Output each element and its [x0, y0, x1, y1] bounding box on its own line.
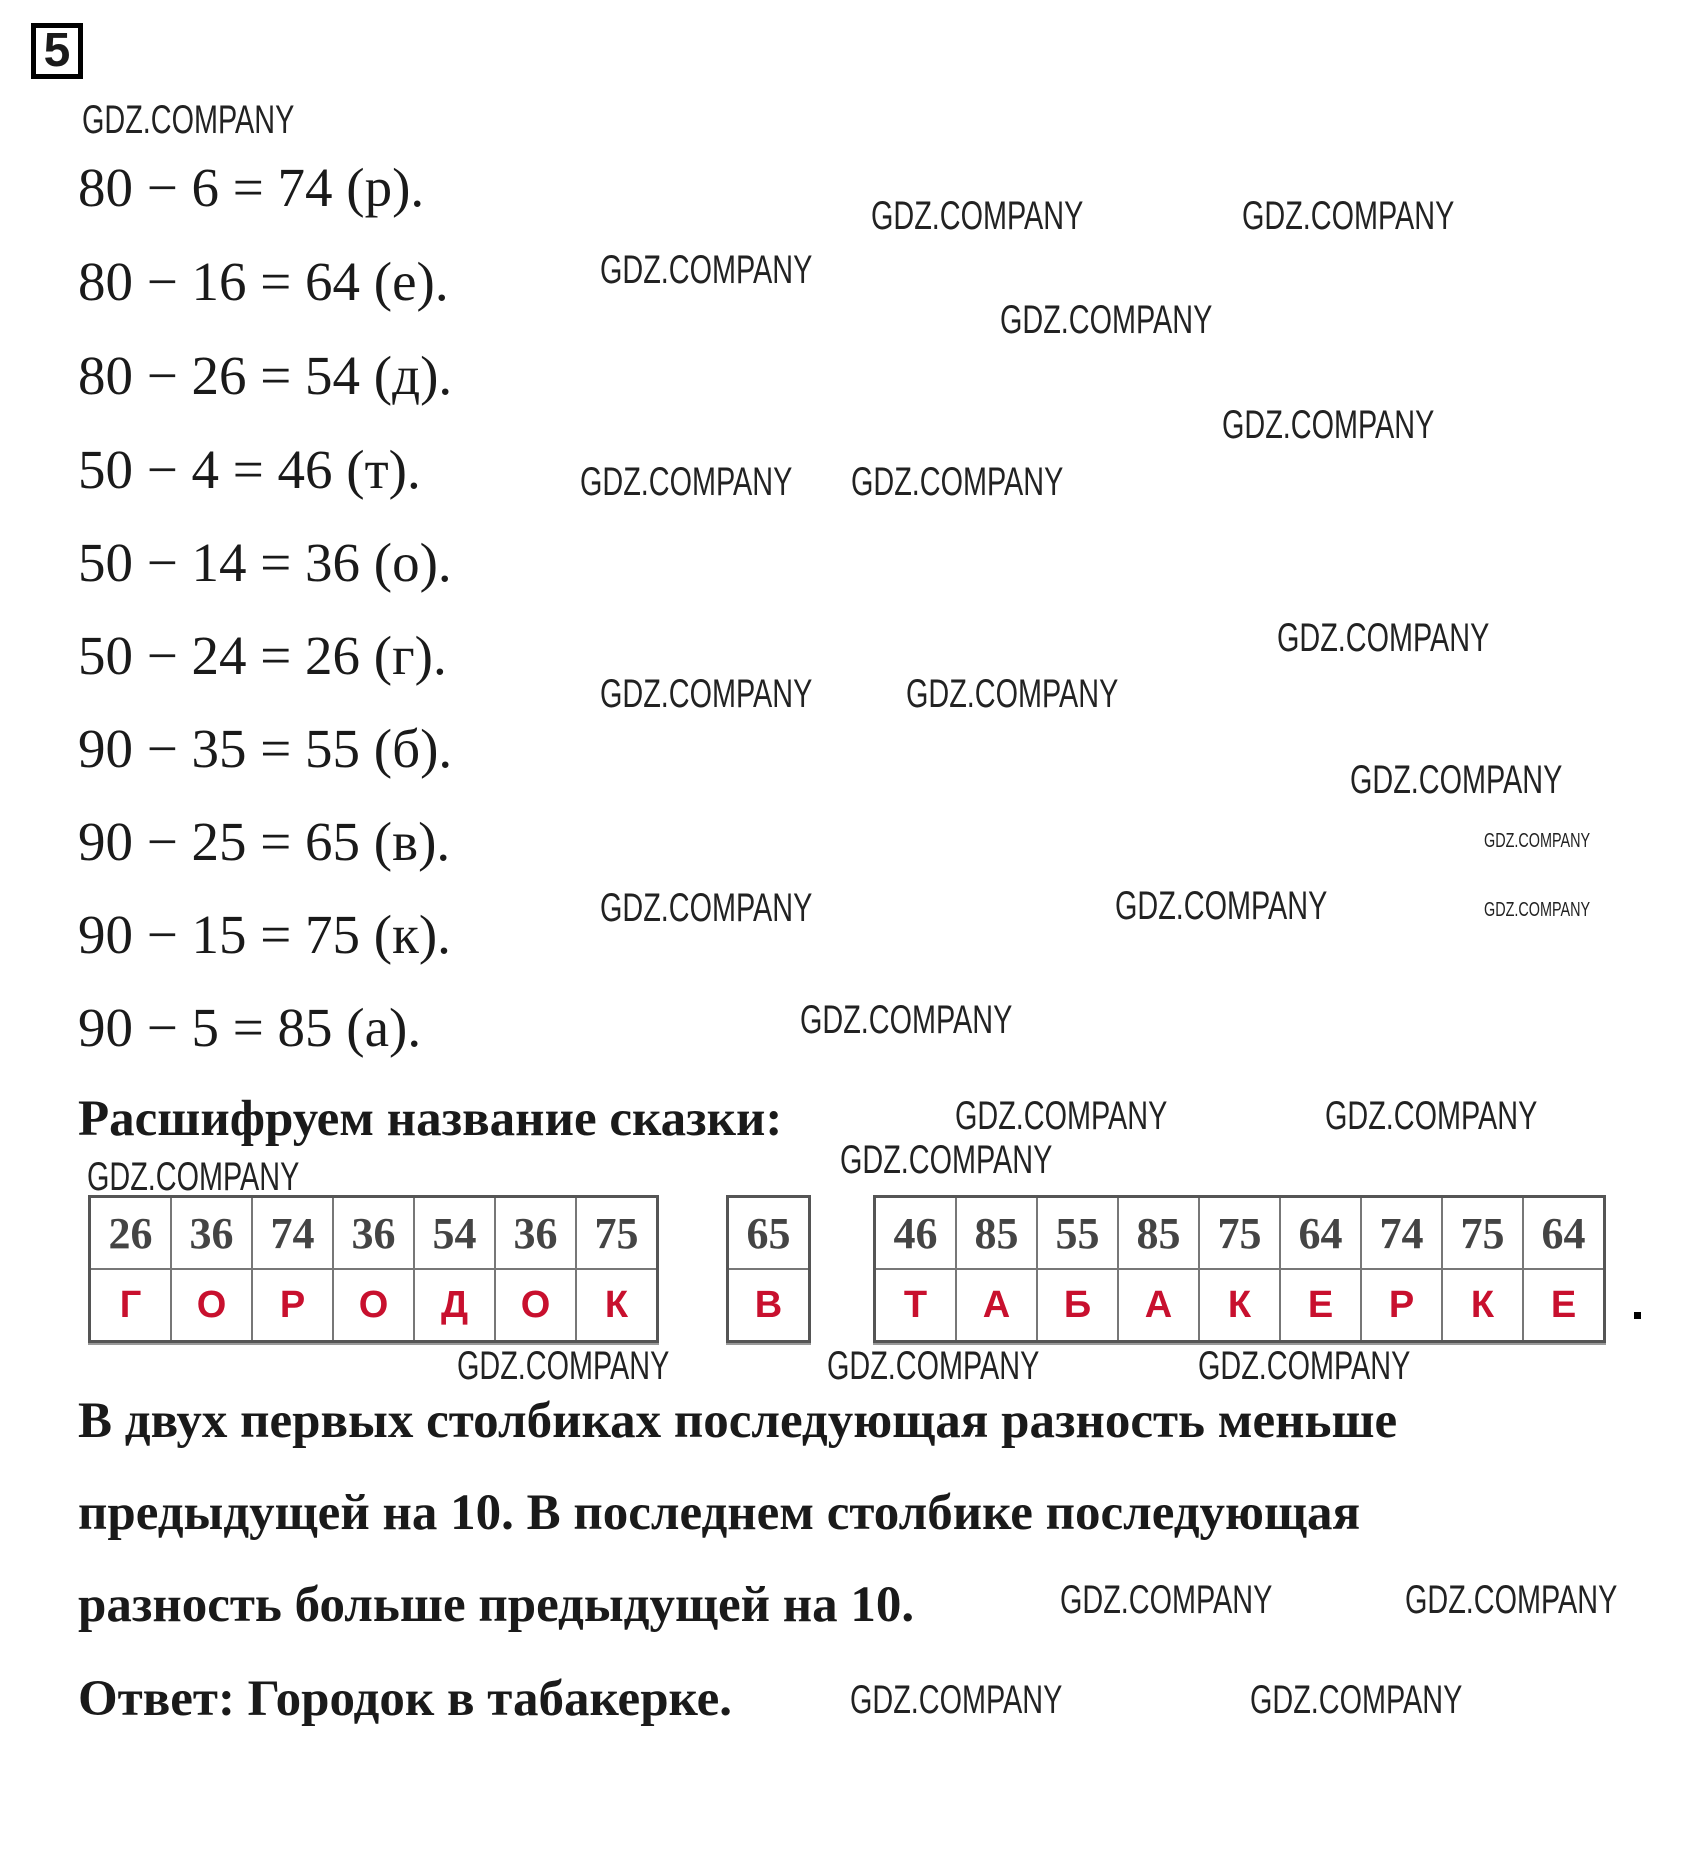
watermark: GDZ.COMPANY [1115, 884, 1328, 928]
watermark: GDZ.COMPANY [1250, 1678, 1463, 1722]
watermark: GDZ.COMPANY [600, 672, 813, 716]
watermark: GDZ.COMPANY [1277, 616, 1490, 660]
cipher-row-numbers [728, 1197, 810, 1270]
cipher-number: 54 [414, 1197, 495, 1270]
cipher-row-letters [728, 1269, 810, 1342]
watermark: GDZ.COMPANY [600, 886, 813, 930]
equation: 80 − 6 = 74 (р). [78, 157, 425, 218]
cipher-number: 65 [728, 1197, 810, 1270]
cipher-number: 85 [956, 1197, 1037, 1270]
watermark: GDZ.COMPANY [87, 1155, 300, 1199]
cipher-number: 55 [1037, 1197, 1118, 1270]
cipher-number: 85 [1118, 1197, 1199, 1270]
cipher-number: 64 [1280, 1197, 1361, 1270]
cipher-number: 26 [90, 1197, 172, 1270]
cipher-letter: Б [1037, 1269, 1118, 1342]
watermark: GDZ.COMPANY [1060, 1578, 1273, 1622]
cipher-number: 36 [495, 1197, 576, 1270]
cipher-number: 74 [1361, 1197, 1442, 1270]
watermark: GDZ.COMPANY [82, 98, 295, 142]
cipher-row-numbers [875, 1197, 1605, 1270]
watermark: GDZ.COMPANY [1325, 1094, 1538, 1138]
explanation-line-1: В двух первых столбиках последующая разность меньше [78, 1393, 1398, 1449]
cipher-letter: Г [90, 1269, 172, 1342]
watermark: GDZ.COMPANY [1350, 758, 1563, 802]
watermark: GDZ.COMPANY [840, 1138, 1053, 1182]
cipher-number: 64 [1523, 1197, 1605, 1270]
cipher-number: 36 [333, 1197, 414, 1270]
cipher-letter: Е [1280, 1269, 1361, 1342]
watermark: GDZ.COMPANY [1484, 899, 1591, 921]
watermark: GDZ.COMPANY [1000, 298, 1213, 342]
watermark: GDZ.COMPANY [457, 1344, 670, 1388]
equation: 90 − 5 = 85 (а). [78, 997, 422, 1058]
cipher-table-gorodok [88, 1195, 659, 1343]
cipher-row-numbers [90, 1197, 658, 1270]
watermark: GDZ.COMPANY [600, 248, 813, 292]
cipher-number: 46 [875, 1197, 957, 1270]
cipher-number: 74 [252, 1197, 333, 1270]
cipher-letter: К [576, 1269, 658, 1342]
cipher-letter: К [1442, 1269, 1523, 1342]
explanation-line-2: предыдущей на 10. В последнем столбике последующая [78, 1485, 1361, 1541]
period-mark [1634, 1312, 1641, 1319]
cipher-letter: Д [414, 1269, 495, 1342]
cipher-letter: В [728, 1269, 810, 1342]
equation: 90 − 35 = 55 (б). [78, 718, 453, 779]
equation: 50 − 24 = 26 (г). [78, 625, 447, 686]
cipher-number: 75 [1199, 1197, 1280, 1270]
equation: 50 − 14 = 36 (о). [78, 532, 452, 593]
answer: Ответ: Городок в табакерке. [78, 1671, 733, 1727]
cipher-row-letters [90, 1269, 658, 1342]
cipher-letter: Р [1361, 1269, 1442, 1342]
watermark: GDZ.COMPANY [955, 1094, 1168, 1138]
watermark: GDZ.COMPANY [1242, 194, 1455, 238]
watermark: GDZ.COMPANY [827, 1344, 1040, 1388]
cipher-row-letters [875, 1269, 1605, 1342]
equation: 80 − 16 = 64 (е). [78, 251, 449, 312]
cipher-letter: Т [875, 1269, 957, 1342]
cipher-letter: Е [1523, 1269, 1605, 1342]
watermark: GDZ.COMPANY [580, 460, 793, 504]
cipher-number: 75 [1442, 1197, 1523, 1270]
cipher-table-v [726, 1195, 811, 1343]
cipher-number: 36 [171, 1197, 252, 1270]
cipher-number: 75 [576, 1197, 658, 1270]
watermark: GDZ.COMPANY [851, 460, 1064, 504]
cipher-letter: Р [252, 1269, 333, 1342]
equation: 80 − 26 = 54 (д). [78, 345, 453, 406]
equation: 50 − 4 = 46 (т). [78, 439, 421, 500]
watermark: GDZ.COMPANY [1222, 403, 1435, 447]
watermark: GDZ.COMPANY [850, 1678, 1063, 1722]
cipher-letter: К [1199, 1269, 1280, 1342]
watermark: GDZ.COMPANY [1198, 1344, 1411, 1388]
equation: 90 − 15 = 75 (к). [78, 904, 451, 965]
cipher-letter: О [171, 1269, 252, 1342]
watermark: GDZ.COMPANY [1405, 1578, 1618, 1622]
cipher-table-tabakerke [873, 1195, 1606, 1343]
watermark: GDZ.COMPANY [906, 672, 1119, 716]
decode-heading: Расшифруем название сказки: [78, 1091, 783, 1147]
watermark: GDZ.COMPANY [1484, 830, 1591, 852]
cipher-letter: О [495, 1269, 576, 1342]
cipher-letter: А [956, 1269, 1037, 1342]
equation: 90 − 25 = 65 (в). [78, 811, 451, 872]
task-number: 5 [31, 23, 83, 79]
explanation-line-3: разность больше предыдущей на 10. [78, 1577, 915, 1633]
watermark: GDZ.COMPANY [800, 998, 1013, 1042]
watermark: GDZ.COMPANY [871, 194, 1084, 238]
cipher-letter: О [333, 1269, 414, 1342]
cipher-letter: А [1118, 1269, 1199, 1342]
